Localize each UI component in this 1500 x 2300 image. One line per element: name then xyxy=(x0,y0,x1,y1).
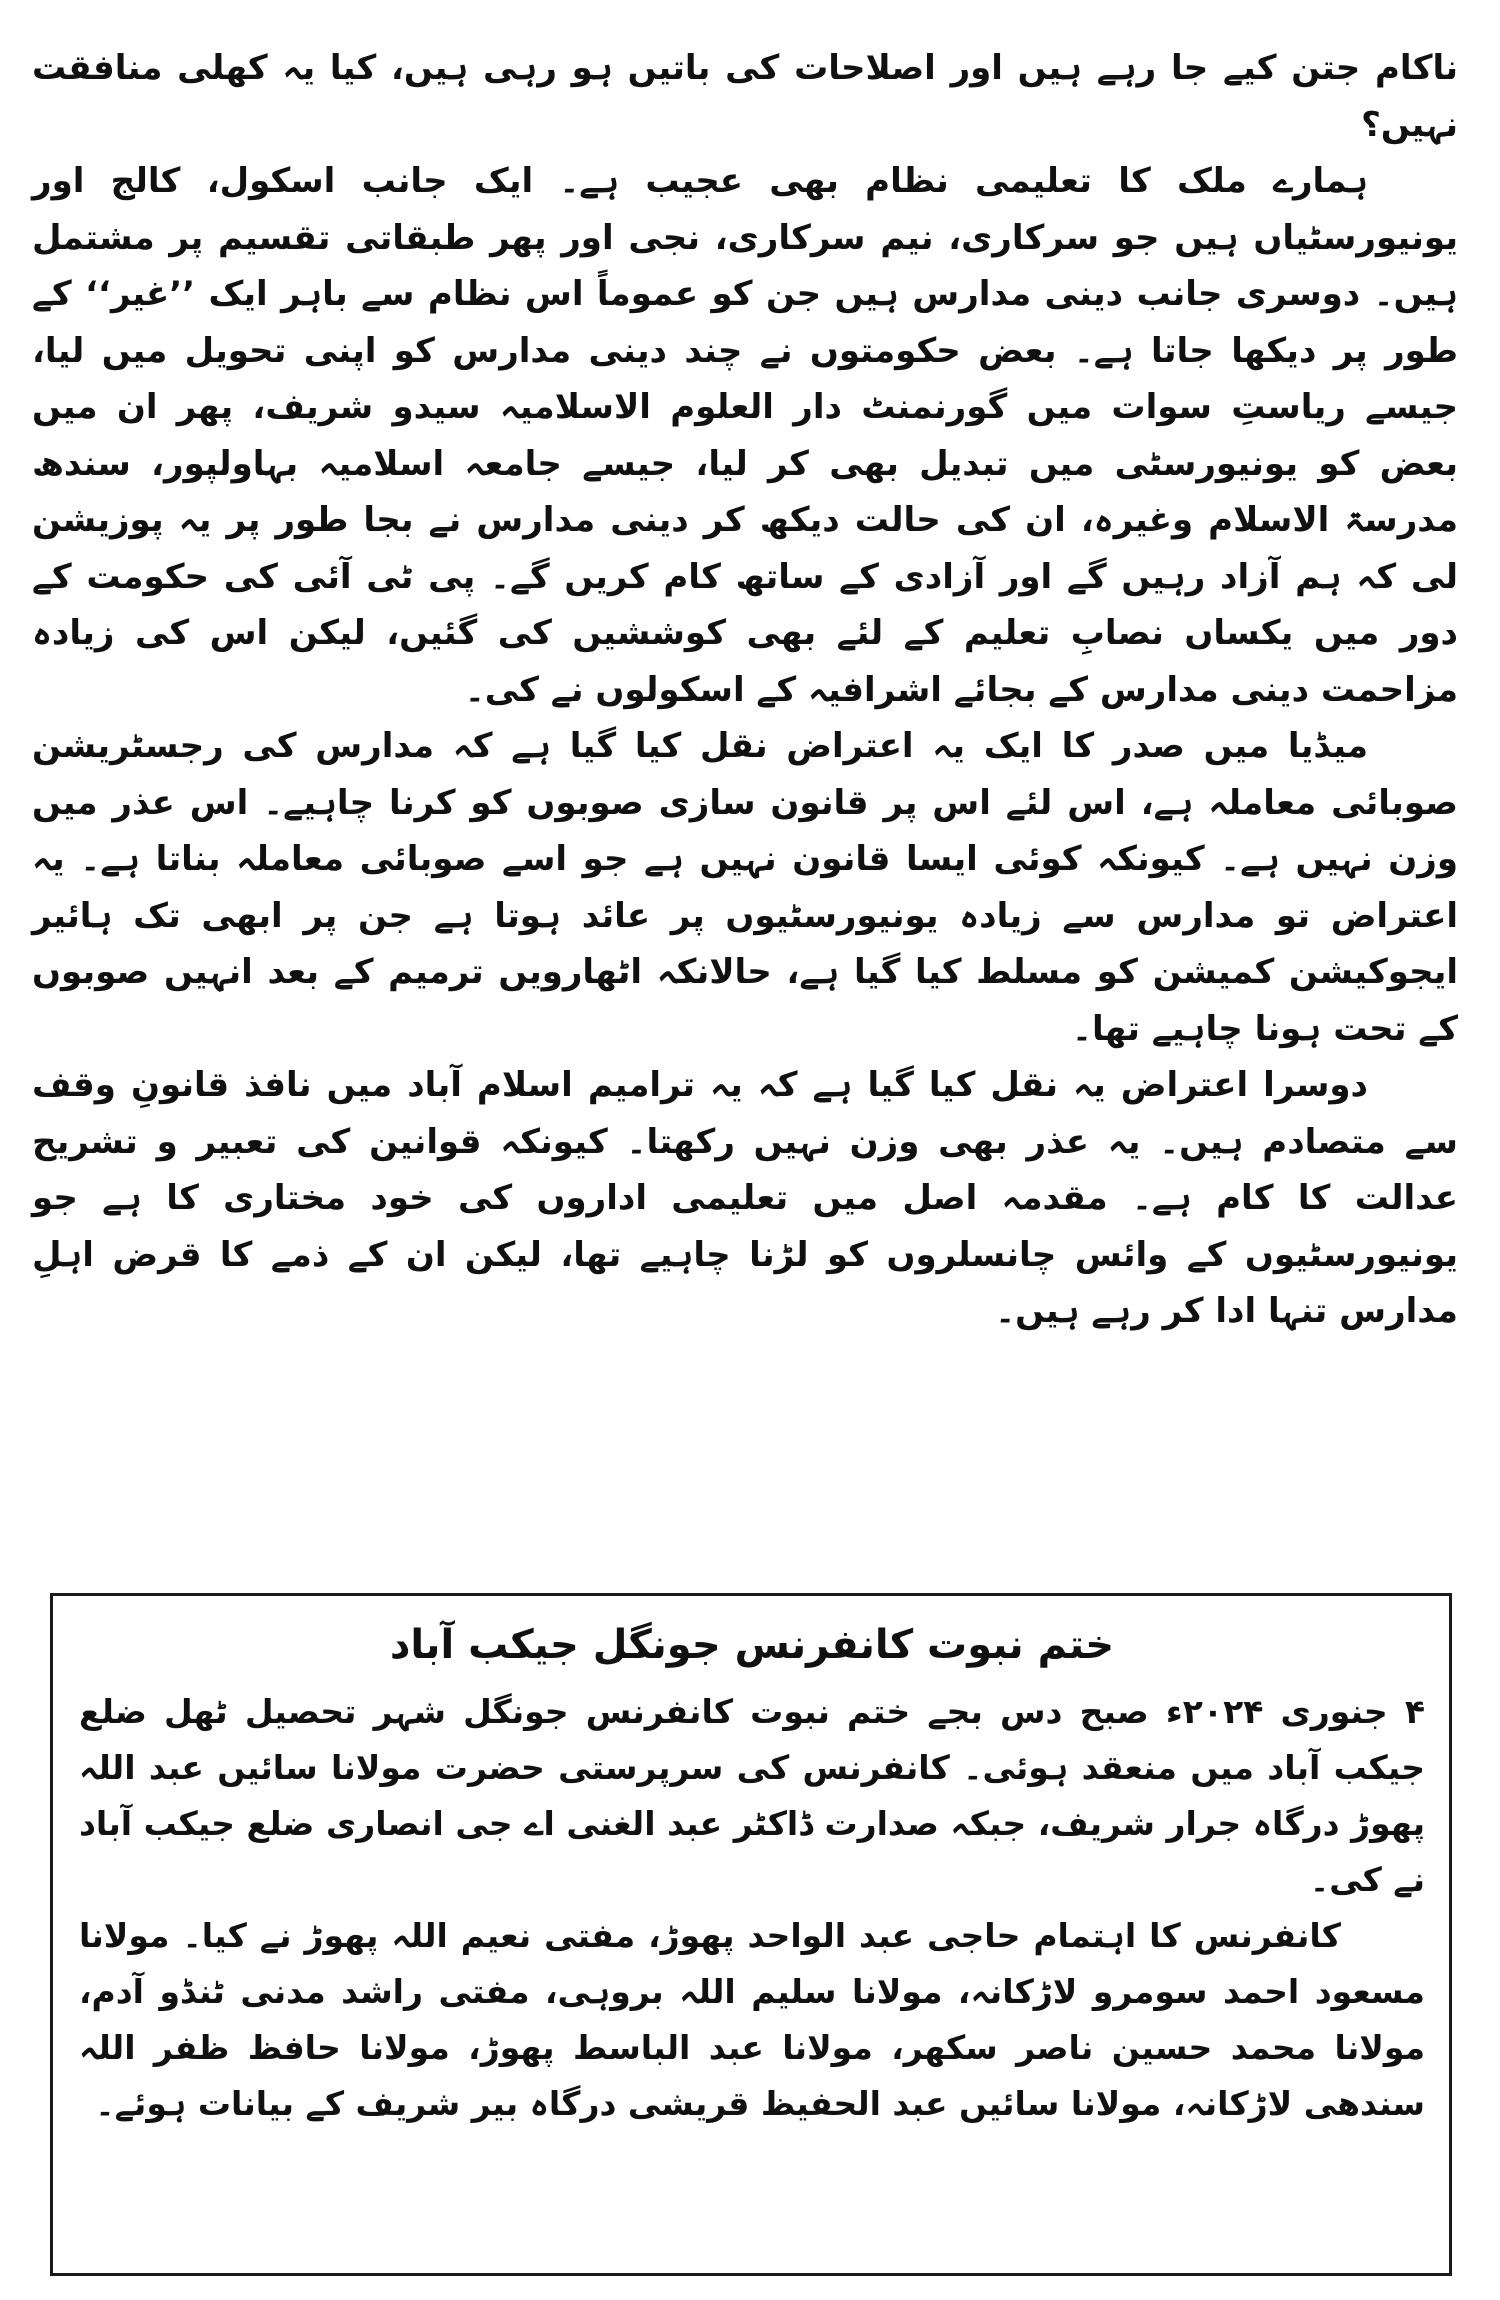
notice-paragraph: کانفرنس کا اہتمام حاجی عبد الواحد پھوڑ، مفتی نعیم اللہ پھوڑ نے کیا۔ مولانا مسعود احمد سومرو لاڑکانہ، مولانا سلیم اللہ بروہی، مفتی راشد مدنی ٹنڈو آدم، مولانا محمد حسین ناصر سکھر، مولانا عبد الباسط پھوڑ، مولانا حافظ ظفر اللہ سندھی لاڑکانہ، مولانا سائیں عبد الحفیظ قریشی درگاہ بیر شریف کے بیانات ہوئے۔ xyxy=(79,1916,1425,2123)
article-paragraph: میڈیا میں صدر کا ایک یہ اعتراض نقل کیا گیا ہے کہ مدارس کی رجسٹریشن صوبائی معاملہ ہے، اس لئے اس پر قانون سازی صوبوں کو کرنا چاہیے۔ اس عذر میں وزن نہیں ہے۔ کیونکہ کوئی ایسا قانون نہیں ہے جو اسے صوبائی معاملہ بناتا ہے۔ یہ اعتراض تو مدارس سے زیادہ یونیورسٹیوں پر عائد ہوتا ہے جن پر ابھی تک ہائیر ایجوکیشن کمیشن کو مسلط کیا گیا ہے، حالانکہ اٹھارویں ترمیم کے بعد انہیں صوبوں کے تحت ہونا چاہیے تھا۔ xyxy=(32,726,1458,1049)
article-paragraph: ناکام جتن کیے جا رہے ہیں اور اصلاحات کی باتیں ہو رہی ہیں، کیا یہ کھلی منافقت نہیں؟ xyxy=(32,48,1458,145)
notice-paragraph: ۴ جنوری ۲۰۲۴ء صبح دس بجے ختم نبوت کانفرنس جونگل شہر تحصیل ٹھل ضلع جیکب آباد میں منعقد ہوئی۔ کانفرنس کی سرپرستی حضرت مولانا سائیں عبد اللہ پھوڑ درگاہ جرار شریف، جبکہ صدارت ڈاکٹر عبد الغنی اے جی انصاری ضلع جیکب آباد نے کی۔ xyxy=(79,1692,1426,1899)
article-paragraph: دوسرا اعتراض یہ نقل کیا گیا ہے کہ یہ ترامیم اسلام آباد میں نافذ قانونِ وقف سے متصادم ہیں۔ یہ عذر بھی وزن نہیں رکھتا۔ کیونکہ قوانین کی تعبیر و تشریح عدالت کا کام ہے۔ مقدمہ اصل میں تعلیمی اداروں کی خود مختاری کا ہے جو یونیورسٹیوں کے وائس چانسلروں کو لڑنا چاہیے تھا، لیکن ان کے ذمے کا قرض اہلِ مدارس تنہا ادا کر رہے ہیں۔ xyxy=(32,1065,1458,1331)
conference-notice-box xyxy=(50,1593,1452,2276)
article-body xyxy=(32,40,1458,1340)
article-paragraph: ہمارے ملک کا تعلیمی نظام بھی عجیب ہے۔ ایک جانب اسکول، کالج اور یونیورسٹیاں ہیں جو سرکاری، نیم سرکاری، نجی اور پھر طبقاتی تقسیم پر مشتمل ہیں۔ دوسری جانب دینی مدارس ہیں جن کو عموماً اس نظام سے باہر ایک ’’غیر‘‘ کے طور پر دیکھا جاتا ہے۔ بعض حکومتوں نے چند دینی مدارس کو اپنی تحویل میں لیا، جیسے ریاستِ سوات میں گورنمنٹ دار العلوم الاسلامیہ سیدو شریف، پھر ان میں بعض کو یونیورسٹی میں تبدیل بھی کر لیا، جیسے جامعہ اسلامیہ بہاولپور، سندھ مدرسۃ الاسلام وغیرہ، ان کی حالت دیکھ کر دینی مدارس نے بجا طور پر یہ پوزیشن لی کہ ہم آزاد رہیں گے اور آزادی کے ساتھ کام کریں گے۔ پی ٹی آئی کی حکومت کے دور میں یکساں نصابِ تعلیم کے لئے بھی کوششیں کی گئیں، لیکن اس کی زیادہ مزاحمت دینی مدارس کے بجائے اشرافیہ کے اسکولوں نے کی۔ xyxy=(32,161,1458,710)
notice-title: ختم نبوت کانفرنس جونگل جیکب آباد xyxy=(389,1622,1115,1668)
